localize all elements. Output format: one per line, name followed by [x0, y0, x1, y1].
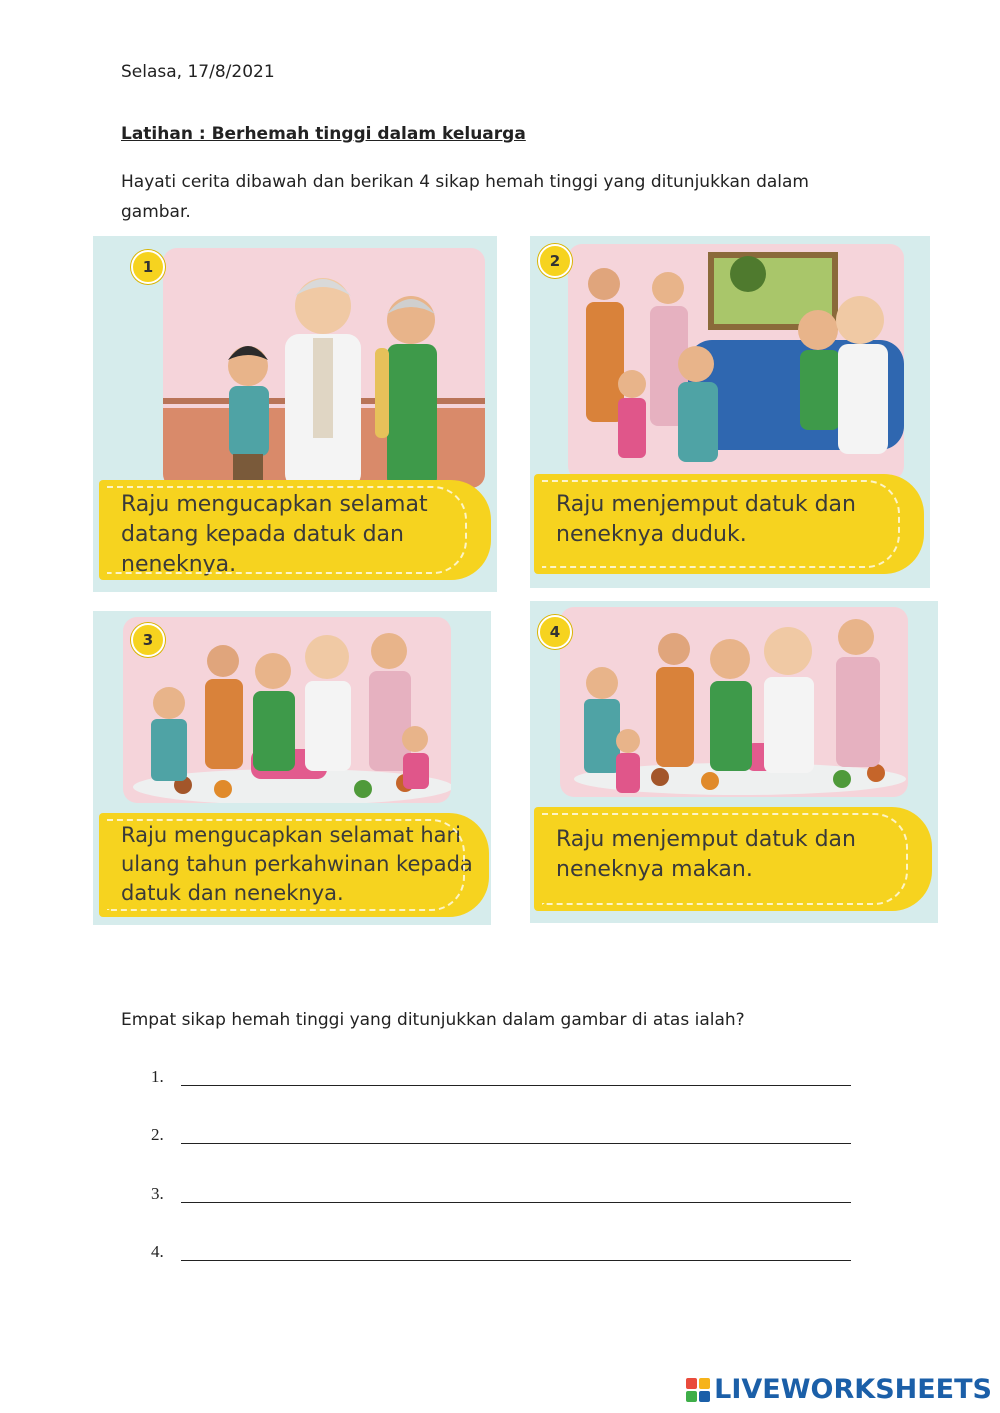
panel-2-illustration — [568, 244, 904, 480]
panel-2-caption: Raju menjemput datuk dan neneknya duduk. — [534, 474, 924, 574]
panel-3-caption: Raju mengucapkan selamat hari ulang tahun perkahwinan kepada datuk dan neneknya. — [99, 813, 489, 917]
answer-line-4[interactable] — [151, 1238, 851, 1268]
date-text: Selasa, 17/8/2021 — [121, 62, 275, 82]
logo-mark-icon — [686, 1378, 710, 1402]
answer-blank[interactable] — [181, 1202, 851, 1203]
panel-2-number-badge: 2 — [538, 244, 572, 278]
panel-1-caption: Raju mengucapkan selamat datang kepada datuk dan neneknya. — [99, 480, 491, 580]
answer-line-1[interactable] — [151, 1063, 851, 1093]
worksheet-title: Latihan : Berhemah tinggi dalam keluarga — [121, 124, 526, 144]
answer-blank[interactable] — [181, 1260, 851, 1261]
logo-text: LIVEWORKSHEETS — [714, 1374, 992, 1405]
panel-3-illustration — [123, 617, 451, 803]
answer-line-2[interactable] — [151, 1121, 851, 1151]
answer-blank[interactable] — [181, 1143, 851, 1144]
answer-number: 3. — [151, 1184, 164, 1203]
question-text: Empat sikap hemah tinggi yang ditunjukkan dalam gambar di atas ialah? — [121, 1010, 745, 1030]
panel-4-illustration — [560, 607, 908, 797]
story-panel-4 — [530, 601, 938, 923]
panel-4-number-badge: 4 — [538, 615, 572, 649]
panel-3-number-badge: 3 — [131, 623, 165, 657]
instruction-text: Hayati cerita dibawah dan berikan 4 sikap hemah tinggi yang ditunjukkan dalam gambar. — [121, 172, 809, 222]
answer-number: 2. — [151, 1125, 164, 1144]
answer-number: 4. — [151, 1242, 164, 1261]
panel-4-caption: Raju menjemput datuk dan neneknya makan. — [534, 807, 932, 911]
panel-1-illustration — [163, 248, 485, 488]
story-panel-2 — [530, 236, 930, 588]
panel-1-number-badge: 1 — [131, 250, 165, 284]
story-panel-1 — [93, 236, 497, 592]
liveworksheets-logo — [686, 1374, 992, 1405]
answer-line-3[interactable] — [151, 1180, 851, 1210]
answer-number: 1. — [151, 1067, 164, 1086]
answer-blank[interactable] — [181, 1085, 851, 1086]
story-panel-3 — [93, 611, 491, 925]
